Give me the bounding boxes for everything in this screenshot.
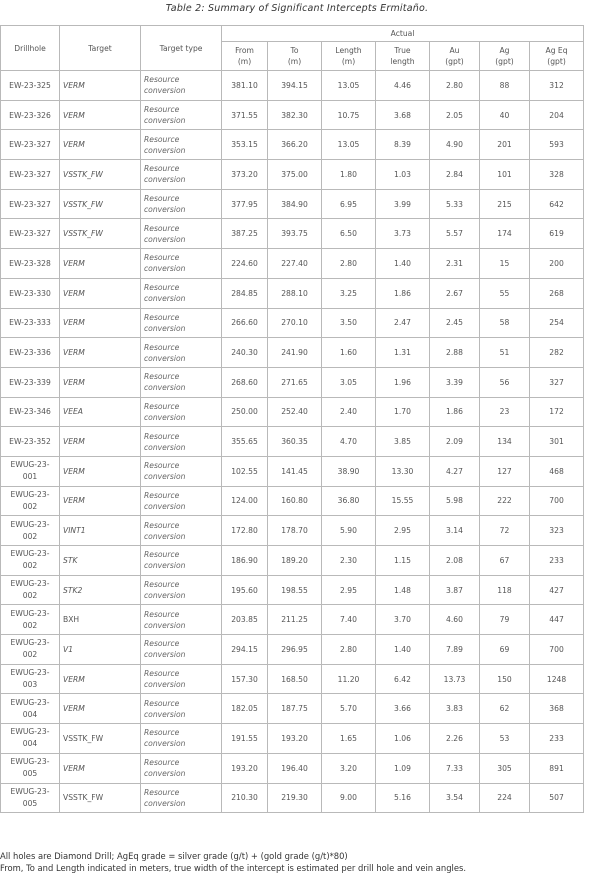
cell-ageq: 312	[530, 71, 584, 101]
cell-type: Resource conversion	[141, 753, 222, 783]
cell-au: 2.09	[430, 427, 480, 457]
table-row	[1, 575, 584, 605]
cell-target: VERM	[60, 130, 141, 160]
cell-target: VERM	[60, 694, 141, 724]
cell-true-length: 3.70	[376, 605, 430, 635]
table-row	[1, 249, 584, 279]
cell-target: VERM	[60, 308, 141, 338]
cell-true-length: 1.70	[376, 397, 430, 427]
cell-ageq: 642	[530, 189, 584, 219]
cell-true-length: 6.42	[376, 664, 430, 694]
cell-type: Resource conversion	[141, 278, 222, 308]
cell-au: 5.33	[430, 189, 480, 219]
cell-hole: EWUG-23- 005	[1, 753, 60, 783]
cell-type: Resource conversion	[141, 635, 222, 665]
cell-length: 1.65	[322, 724, 376, 754]
cell-true-length: 1.03	[376, 160, 430, 190]
cell-ag: 215	[480, 189, 530, 219]
cell-au: 5.98	[430, 486, 480, 516]
cell-type: Resource conversion	[141, 456, 222, 486]
table-row	[1, 397, 584, 427]
cell-length: 13.05	[322, 130, 376, 160]
table-row	[1, 724, 584, 754]
cell-to: 394.15	[268, 71, 322, 101]
intercepts-table	[0, 25, 584, 813]
cell-ag: 23	[480, 397, 530, 427]
cell-hole: EWUG-23- 004	[1, 694, 60, 724]
cell-type: Resource conversion	[141, 575, 222, 605]
cell-ageq: 447	[530, 605, 584, 635]
cell-ageq: 891	[530, 753, 584, 783]
cell-ag: 201	[480, 130, 530, 160]
table-row	[1, 783, 584, 813]
cell-hole: EWUG-23- 002	[1, 486, 60, 516]
cell-hole: EW-23-327	[1, 130, 60, 160]
cell-true-length: 1.06	[376, 724, 430, 754]
table-body	[1, 71, 584, 813]
cell-target: VERM	[60, 100, 141, 130]
cell-type: Resource conversion	[141, 486, 222, 516]
cell-hole: EWUG-23- 002	[1, 546, 60, 576]
table-row	[1, 189, 584, 219]
cell-length: 11.20	[322, 664, 376, 694]
cell-type: Resource conversion	[141, 100, 222, 130]
cell-au: 2.88	[430, 338, 480, 368]
cell-from: 355.65	[222, 427, 268, 457]
cell-au: 2.26	[430, 724, 480, 754]
cell-length: 2.80	[322, 635, 376, 665]
cell-hole: EW-23-327	[1, 160, 60, 190]
cell-to: 160.80	[268, 486, 322, 516]
cell-au: 3.39	[430, 367, 480, 397]
cell-length: 6.50	[322, 219, 376, 249]
cell-from: 224.60	[222, 249, 268, 279]
table-row	[1, 427, 584, 457]
cell-ageq: 507	[530, 783, 584, 813]
cell-au: 4.27	[430, 456, 480, 486]
cell-length: 3.05	[322, 367, 376, 397]
cell-target: VERM	[60, 338, 141, 368]
cell-ag: 222	[480, 486, 530, 516]
cell-ag: 55	[480, 278, 530, 308]
cell-true-length: 15.55	[376, 486, 430, 516]
cell-from: 193.20	[222, 753, 268, 783]
cell-from: 210.30	[222, 783, 268, 813]
cell-from: 195.60	[222, 575, 268, 605]
cell-to: 375.00	[268, 160, 322, 190]
cell-type: Resource conversion	[141, 427, 222, 457]
cell-from: 284.85	[222, 278, 268, 308]
cell-au: 1.86	[430, 397, 480, 427]
cell-au: 3.14	[430, 516, 480, 546]
cell-to: 393.75	[268, 219, 322, 249]
cell-hole: EWUG-23- 005	[1, 783, 60, 813]
cell-target: VINT1	[60, 516, 141, 546]
table-row	[1, 605, 584, 635]
cell-au: 2.31	[430, 249, 480, 279]
cell-type: Resource conversion	[141, 605, 222, 635]
table-row	[1, 219, 584, 249]
header-to: To (m)	[268, 42, 322, 71]
cell-ag: 62	[480, 694, 530, 724]
cell-to: 227.40	[268, 249, 322, 279]
header-ageq: Ag Eq (gpt)	[530, 42, 584, 71]
cell-from: 240.30	[222, 338, 268, 368]
cell-hole: EWUG-23- 001	[1, 456, 60, 486]
cell-to: 271.65	[268, 367, 322, 397]
cell-length: 6.95	[322, 189, 376, 219]
cell-ageq: 282	[530, 338, 584, 368]
cell-target: VERM	[60, 486, 141, 516]
cell-au: 7.33	[430, 753, 480, 783]
cell-ageq: 233	[530, 724, 584, 754]
cell-au: 2.08	[430, 546, 480, 576]
cell-true-length: 1.48	[376, 575, 430, 605]
cell-length: 5.90	[322, 516, 376, 546]
cell-from: 102.55	[222, 456, 268, 486]
cell-true-length: 1.40	[376, 635, 430, 665]
cell-au: 2.05	[430, 100, 480, 130]
table-row	[1, 338, 584, 368]
cell-from: 182.05	[222, 694, 268, 724]
cell-true-length: 1.96	[376, 367, 430, 397]
cell-length: 2.40	[322, 397, 376, 427]
cell-length: 13.05	[322, 71, 376, 101]
footnote-2: From, To and Length indicated in meters, true width of the intercept is estimated per drill hole and vein angles.	[0, 863, 467, 873]
cell-hole: EW-23-346	[1, 397, 60, 427]
cell-type: Resource conversion	[141, 160, 222, 190]
cell-length: 3.50	[322, 308, 376, 338]
cell-to: 270.10	[268, 308, 322, 338]
cell-from: 373.20	[222, 160, 268, 190]
cell-au: 3.54	[430, 783, 480, 813]
cell-length: 9.00	[322, 783, 376, 813]
cell-ageq: 328	[530, 160, 584, 190]
table-row	[1, 694, 584, 724]
cell-target: V1	[60, 635, 141, 665]
cell-ag: 224	[480, 783, 530, 813]
cell-ag: 305	[480, 753, 530, 783]
cell-target: STK	[60, 546, 141, 576]
cell-ag: 88	[480, 71, 530, 101]
cell-length: 3.25	[322, 278, 376, 308]
cell-ag: 134	[480, 427, 530, 457]
cell-type: Resource conversion	[141, 783, 222, 813]
cell-true-length: 1.40	[376, 249, 430, 279]
cell-from: 172.80	[222, 516, 268, 546]
cell-true-length: 1.86	[376, 278, 430, 308]
cell-target: VERM	[60, 753, 141, 783]
cell-true-length: 8.39	[376, 130, 430, 160]
cell-length: 2.30	[322, 546, 376, 576]
cell-target: STK2	[60, 575, 141, 605]
cell-target: VSSTK_FW	[60, 783, 141, 813]
cell-true-length: 3.73	[376, 219, 430, 249]
cell-to: 178.70	[268, 516, 322, 546]
cell-target: VERM	[60, 249, 141, 279]
cell-type: Resource conversion	[141, 219, 222, 249]
cell-to: 193.20	[268, 724, 322, 754]
cell-length: 10.75	[322, 100, 376, 130]
cell-type: Resource conversion	[141, 694, 222, 724]
cell-ag: 72	[480, 516, 530, 546]
cell-ageq: 301	[530, 427, 584, 457]
cell-ag: 67	[480, 546, 530, 576]
cell-true-length: 13.30	[376, 456, 430, 486]
cell-true-length: 5.16	[376, 783, 430, 813]
cell-ageq: 427	[530, 575, 584, 605]
cell-hole: EWUG-23- 003	[1, 664, 60, 694]
header-target: Target	[60, 26, 141, 71]
cell-target: VERM	[60, 664, 141, 694]
cell-type: Resource conversion	[141, 71, 222, 101]
cell-type: Resource conversion	[141, 308, 222, 338]
cell-au: 5.57	[430, 219, 480, 249]
cell-ag: 15	[480, 249, 530, 279]
cell-ageq: 619	[530, 219, 584, 249]
cell-au: 13.73	[430, 664, 480, 694]
cell-to: 141.45	[268, 456, 322, 486]
cell-type: Resource conversion	[141, 397, 222, 427]
cell-au: 3.83	[430, 694, 480, 724]
cell-from: 157.30	[222, 664, 268, 694]
cell-target: VSSTK_FW	[60, 219, 141, 249]
table-row	[1, 664, 584, 694]
cell-ageq: 268	[530, 278, 584, 308]
cell-length: 4.70	[322, 427, 376, 457]
cell-length: 2.80	[322, 249, 376, 279]
cell-hole: EWUG-23- 002	[1, 605, 60, 635]
cell-ag: 174	[480, 219, 530, 249]
cell-hole: EW-23-327	[1, 219, 60, 249]
cell-true-length: 1.09	[376, 753, 430, 783]
cell-from: 377.95	[222, 189, 268, 219]
cell-ageq: 327	[530, 367, 584, 397]
cell-length: 5.70	[322, 694, 376, 724]
cell-to: 198.55	[268, 575, 322, 605]
cell-ag: 101	[480, 160, 530, 190]
cell-length: 1.80	[322, 160, 376, 190]
cell-au: 4.90	[430, 130, 480, 160]
footnote-1: All holes are Diamond Drill; AgEq grade = silver grade (g/t) + (gold grade (g/t)*80)	[0, 851, 348, 861]
cell-from: 294.15	[222, 635, 268, 665]
cell-hole: EW-23-326	[1, 100, 60, 130]
cell-ageq: 200	[530, 249, 584, 279]
cell-hole: EW-23-330	[1, 278, 60, 308]
cell-hole: EW-23-333	[1, 308, 60, 338]
cell-length: 38.90	[322, 456, 376, 486]
cell-hole: EW-23-336	[1, 338, 60, 368]
cell-type: Resource conversion	[141, 130, 222, 160]
cell-ag: 150	[480, 664, 530, 694]
cell-to: 288.10	[268, 278, 322, 308]
cell-type: Resource conversion	[141, 367, 222, 397]
header-drillhole: Drillhole	[1, 26, 60, 71]
cell-length: 3.20	[322, 753, 376, 783]
cell-target: VERM	[60, 427, 141, 457]
cell-true-length: 2.95	[376, 516, 430, 546]
header-au: Au (gpt)	[430, 42, 480, 71]
cell-hole: EWUG-23- 002	[1, 635, 60, 665]
header-actual: Actual	[222, 26, 584, 42]
cell-from: 250.00	[222, 397, 268, 427]
cell-to: 168.50	[268, 664, 322, 694]
cell-ageq: 700	[530, 635, 584, 665]
cell-true-length: 3.66	[376, 694, 430, 724]
cell-au: 2.67	[430, 278, 480, 308]
cell-type: Resource conversion	[141, 724, 222, 754]
table-row	[1, 130, 584, 160]
cell-length: 7.40	[322, 605, 376, 635]
cell-from: 268.60	[222, 367, 268, 397]
cell-true-length: 3.68	[376, 100, 430, 130]
cell-au: 2.84	[430, 160, 480, 190]
cell-target: VERM	[60, 456, 141, 486]
table-row	[1, 635, 584, 665]
cell-ag: 118	[480, 575, 530, 605]
cell-ageq: 323	[530, 516, 584, 546]
cell-type: Resource conversion	[141, 249, 222, 279]
cell-ag: 53	[480, 724, 530, 754]
cell-to: 296.95	[268, 635, 322, 665]
cell-ageq: 593	[530, 130, 584, 160]
cell-from: 191.55	[222, 724, 268, 754]
cell-to: 360.35	[268, 427, 322, 457]
cell-from: 387.25	[222, 219, 268, 249]
cell-ag: 51	[480, 338, 530, 368]
cell-to: 187.75	[268, 694, 322, 724]
cell-from: 203.85	[222, 605, 268, 635]
cell-hole: EW-23-328	[1, 249, 60, 279]
header-ag: Ag (gpt)	[480, 42, 530, 71]
header-target-type: Target type	[141, 26, 222, 71]
cell-ageq: 204	[530, 100, 584, 130]
cell-target: VSSTK_FW	[60, 160, 141, 190]
cell-ageq: 368	[530, 694, 584, 724]
cell-to: 196.40	[268, 753, 322, 783]
cell-ageq: 468	[530, 456, 584, 486]
cell-target: VERM	[60, 278, 141, 308]
cell-target: VERM	[60, 367, 141, 397]
cell-ageq: 172	[530, 397, 584, 427]
cell-au: 4.60	[430, 605, 480, 635]
cell-type: Resource conversion	[141, 338, 222, 368]
cell-to: 366.20	[268, 130, 322, 160]
cell-from: 266.60	[222, 308, 268, 338]
cell-target: VSSTK_FW	[60, 189, 141, 219]
cell-type: Resource conversion	[141, 516, 222, 546]
header-from: From (m)	[222, 42, 268, 71]
cell-target: BXH	[60, 605, 141, 635]
cell-true-length: 3.99	[376, 189, 430, 219]
cell-ageq: 233	[530, 546, 584, 576]
cell-target: VSSTK_FW	[60, 724, 141, 754]
cell-true-length: 1.15	[376, 546, 430, 576]
cell-from: 371.55	[222, 100, 268, 130]
cell-hole: EW-23-325	[1, 71, 60, 101]
header-length: Length (m)	[322, 42, 376, 71]
cell-hole: EWUG-23- 004	[1, 724, 60, 754]
cell-true-length: 2.47	[376, 308, 430, 338]
cell-ageq: 254	[530, 308, 584, 338]
cell-length: 36.80	[322, 486, 376, 516]
cell-to: 189.20	[268, 546, 322, 576]
cell-ag: 127	[480, 456, 530, 486]
cell-from: 353.15	[222, 130, 268, 160]
cell-hole: EWUG-23- 002	[1, 516, 60, 546]
cell-hole: EW-23-352	[1, 427, 60, 457]
table-row	[1, 100, 584, 130]
cell-au: 2.80	[430, 71, 480, 101]
cell-target: VEEA	[60, 397, 141, 427]
cell-from: 381.10	[222, 71, 268, 101]
cell-to: 241.90	[268, 338, 322, 368]
cell-from: 186.90	[222, 546, 268, 576]
table-row	[1, 308, 584, 338]
table-row	[1, 486, 584, 516]
cell-type: Resource conversion	[141, 546, 222, 576]
cell-true-length: 1.31	[376, 338, 430, 368]
cell-length: 2.95	[322, 575, 376, 605]
table-row	[1, 546, 584, 576]
cell-to: 252.40	[268, 397, 322, 427]
cell-to: 211.25	[268, 605, 322, 635]
table-row	[1, 160, 584, 190]
cell-to: 219.30	[268, 783, 322, 813]
cell-type: Resource conversion	[141, 189, 222, 219]
cell-true-length: 3.85	[376, 427, 430, 457]
table-row	[1, 516, 584, 546]
cell-ageq: 700	[530, 486, 584, 516]
cell-au: 7.89	[430, 635, 480, 665]
cell-ag: 58	[480, 308, 530, 338]
table-row	[1, 456, 584, 486]
cell-ag: 69	[480, 635, 530, 665]
cell-hole: EW-23-327	[1, 189, 60, 219]
cell-ag: 40	[480, 100, 530, 130]
cell-ag: 56	[480, 367, 530, 397]
table-row	[1, 367, 584, 397]
cell-ageq: 1248	[530, 664, 584, 694]
cell-true-length: 4.46	[376, 71, 430, 101]
cell-length: 1.60	[322, 338, 376, 368]
cell-to: 384.90	[268, 189, 322, 219]
table-row	[1, 71, 584, 101]
cell-au: 2.45	[430, 308, 480, 338]
cell-target: VERM	[60, 71, 141, 101]
cell-hole: EW-23-339	[1, 367, 60, 397]
cell-to: 382.30	[268, 100, 322, 130]
header-true-length: True length	[376, 42, 430, 71]
table-row	[1, 753, 584, 783]
cell-hole: EWUG-23- 002	[1, 575, 60, 605]
table-title: Table 2: Summary of Significant Intercepts Ermitaño.	[165, 3, 429, 14]
cell-au: 3.87	[430, 575, 480, 605]
cell-ag: 79	[480, 605, 530, 635]
cell-type: Resource conversion	[141, 664, 222, 694]
table-row	[1, 278, 584, 308]
cell-from: 124.00	[222, 486, 268, 516]
